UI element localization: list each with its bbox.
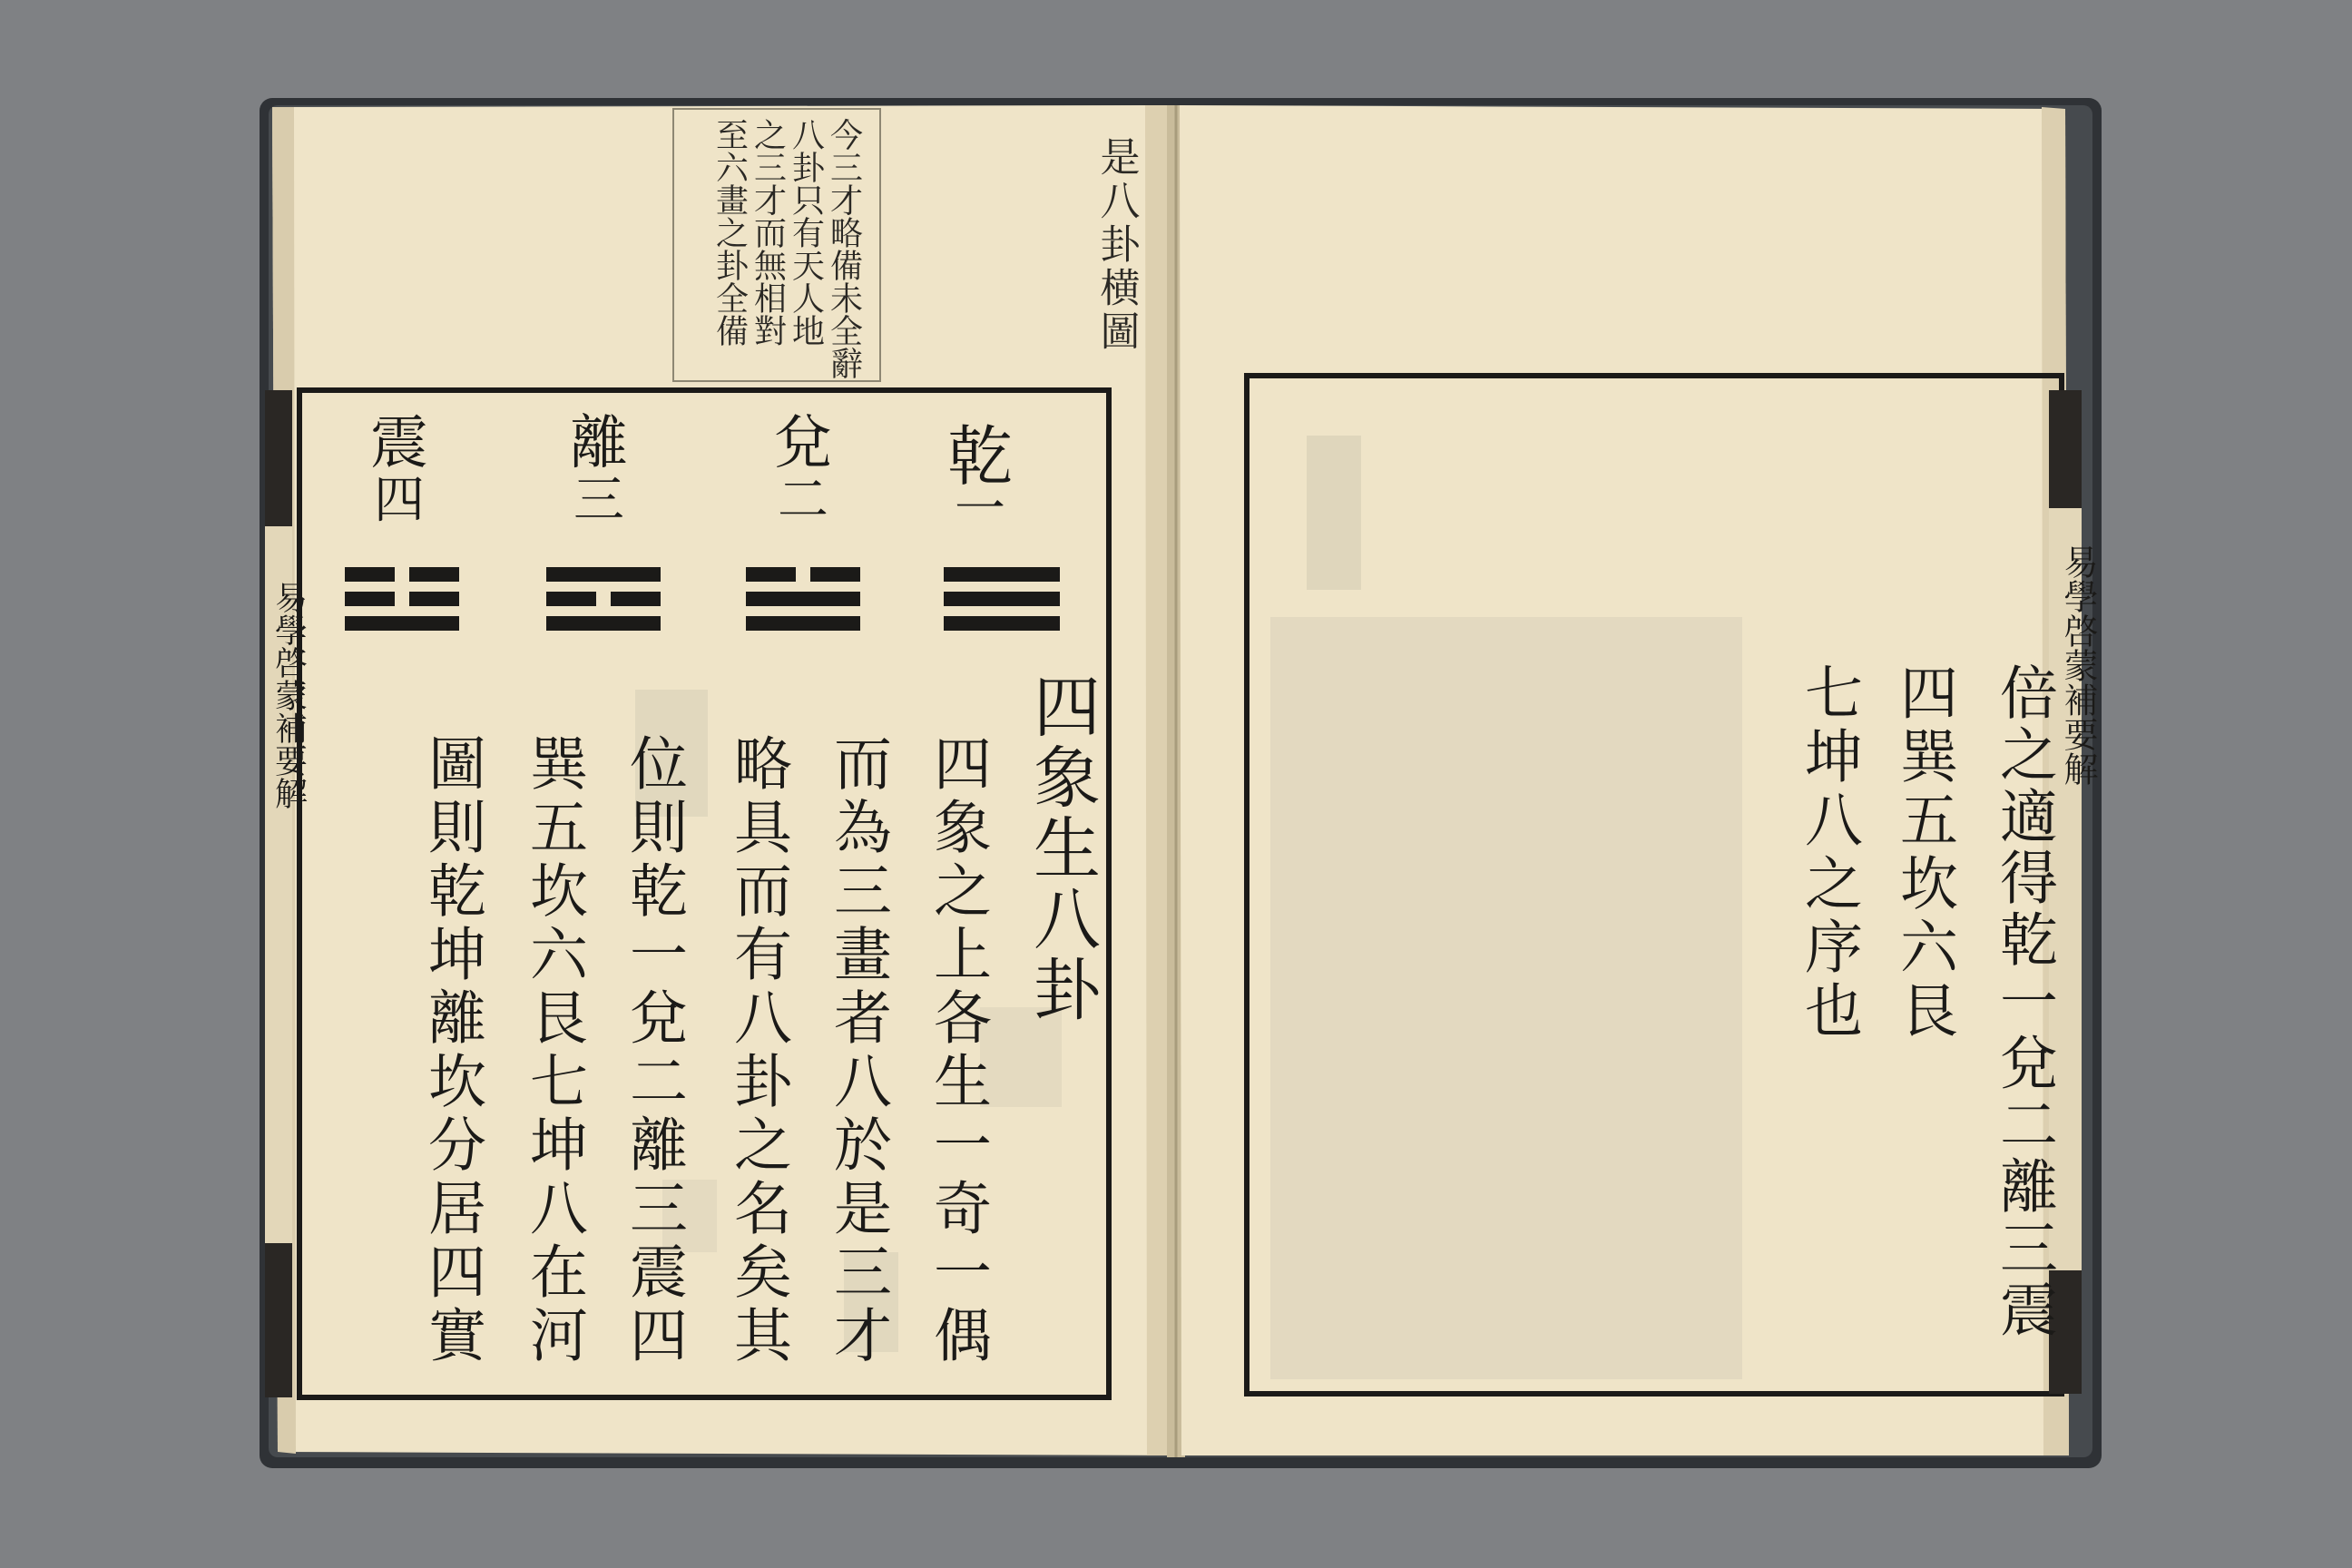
left-edge-title: 易學啓蒙補要解 (270, 581, 308, 809)
note-line-1: 今三才略備未全辭 (825, 118, 863, 379)
left-col-2: 四象之上各生一奇一偶 (924, 733, 991, 1368)
left-col-6: 巽五坎六艮七坤八在河 (520, 733, 587, 1368)
right-page (1180, 105, 2098, 1455)
note-line-2: 八卦只有天人地 (787, 118, 825, 347)
trigram-num-3: 三 (573, 471, 624, 530)
trigram-num-1: 一 (955, 480, 1005, 539)
trigram-name-1: 乾 (946, 418, 1014, 495)
left-col-7: 圖則乾坤離坎分居四實 (418, 733, 485, 1368)
note-line-4: 至六畫之卦全備 (710, 118, 749, 347)
right-col-3: 七坤八之序也 (1795, 662, 1862, 1044)
trigram-name-4: 震 (370, 410, 428, 477)
trigram-qian-symbol (944, 567, 1060, 631)
right-col-2: 四巽五坎六艮 (1890, 662, 1957, 1044)
trigram-num-4: 四 (374, 471, 425, 530)
marginal-title: 是八卦横圖 (1093, 136, 1140, 354)
left-page (265, 105, 1174, 1455)
trigram-num-2: 二 (778, 471, 828, 530)
left-col-3: 而為三畫者八於是三才 (824, 733, 891, 1368)
right-edge-title: 易學啓蒙補要解 (2058, 544, 2098, 786)
left-col-5: 位則乾一兌二離三震四 (620, 733, 687, 1368)
left-col-1: 四象生八卦 (1023, 671, 1101, 1025)
right-col-1: 倍之適得乾一兌二離三震 (1990, 662, 2057, 1341)
left-col-4: 略具而有八卦之名矣其 (724, 733, 791, 1368)
trigram-name-2: 兌 (774, 410, 832, 477)
book (260, 98, 2102, 1468)
note-line-3: 之三才而無相對 (749, 118, 787, 347)
trigram-name-3: 離 (570, 410, 628, 477)
